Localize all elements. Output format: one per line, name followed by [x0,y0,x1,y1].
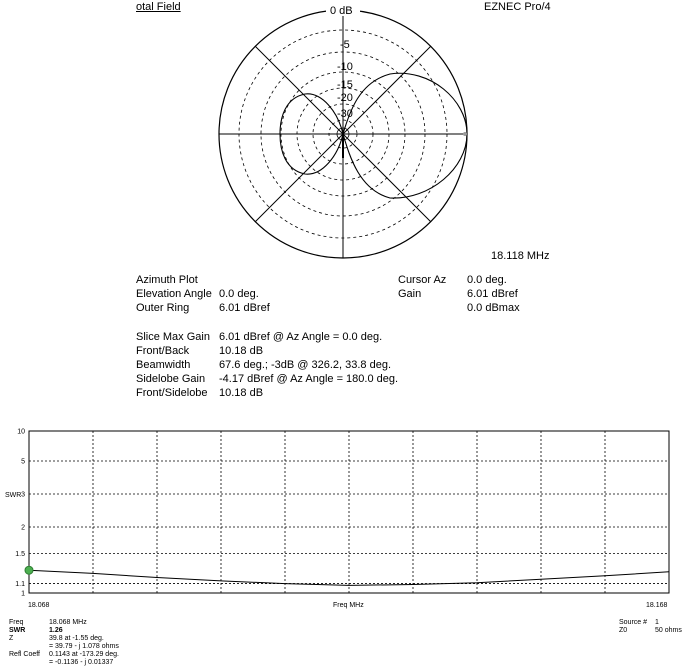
z-label: Z [9,635,14,642]
swr-y-tick-label: 1.5 [15,550,25,558]
elevation-label: Elevation Angle [136,288,212,300]
ring-label-10: -10 [337,61,353,73]
swr-y-tick-label: 1 [21,590,25,598]
cursor-az-value: 0.0 deg. [467,274,507,286]
z0-label: Z0 [619,627,628,634]
azimuth-label: Azimuth Plot [136,274,198,286]
x-min-label: 18.068 [28,602,50,609]
gain-max-value: 0.0 dBmax [467,302,520,314]
gain-label: Gain [398,288,422,300]
ring-label-20: -20 [337,92,353,104]
cursor-marker [463,132,467,136]
swr-value: 1.26 [49,627,63,634]
ring-label-5: -5 [340,39,350,51]
swr-label: SWR [9,627,26,634]
front-back-label: Front/Back [136,345,190,357]
gain-value: 6.01 dBref [467,288,518,300]
freq-label: Freq [9,619,24,626]
swr-axis-title: SWR [5,492,22,499]
cursor-az-label: Cursor Az [398,274,447,286]
source-value: 1 [655,619,659,626]
sidelobe-value: -4.17 dBref @ Az Angle = 180.0 deg. [219,373,399,385]
z-value-polar: 39.8 at -1.55 deg. [49,635,104,642]
z0-value: 50 ohms [655,627,682,634]
outer-ring-value: 6.01 dBref [219,302,270,314]
x-axis-label: Freq MHz [333,602,364,609]
swr-y-tick-label: 5 [21,458,25,466]
swr-y-tick-label: 10 [17,428,25,436]
ring-label-30: -30 [337,108,353,120]
swr-y-tick-label: 3 [21,491,25,499]
ring-label-15: -15 [337,79,353,91]
refl-coeff-polar: 0.1143 at -173.29 deg. [49,651,119,658]
slice-max-label: Slice Max Gain [136,331,210,343]
front-back-value: 10.18 dB [219,345,264,357]
swr-y-tick-label: 2 [21,524,25,532]
outer-ring-label: Outer Ring [136,302,190,314]
sidelobe-label: Sidelobe Gain [136,373,206,385]
source-label: Source # [619,619,648,626]
refl-coeff-rect: = -0.1136 - j 0.01337 [49,659,114,666]
refl-coeff-label: Refl Coeff [9,651,40,658]
app-name: EZNEC Pro/4 [484,1,551,13]
beamwidth-label: Beamwidth [136,359,191,371]
freq-value: 18.068 MHz [49,619,87,626]
front-side-value: 10.18 dB [219,387,264,399]
plot-title: otal Field [136,1,181,13]
frequency-label: 18.118 MHz [491,250,550,262]
ring-label-0: 0 dB [330,5,353,17]
beamwidth-value: 67.6 deg.; -3dB @ 326.2, 33.8 deg. [219,359,392,371]
swr-y-tick-label: 1.1 [15,581,25,589]
x-max-label: 18.168 [646,602,668,609]
polar-plot [0,0,691,270]
front-side-label: Front/Sidelobe [136,387,208,399]
elevation-value: 0.0 deg. [219,288,259,300]
z-value-rect: = 39.79 - j 1.078 ohms [49,643,119,650]
swr-cursor-marker [25,566,33,574]
swr-chart [0,425,691,615]
slice-max-value: 6.01 dBref @ Az Angle = 0.0 deg. [219,331,383,343]
